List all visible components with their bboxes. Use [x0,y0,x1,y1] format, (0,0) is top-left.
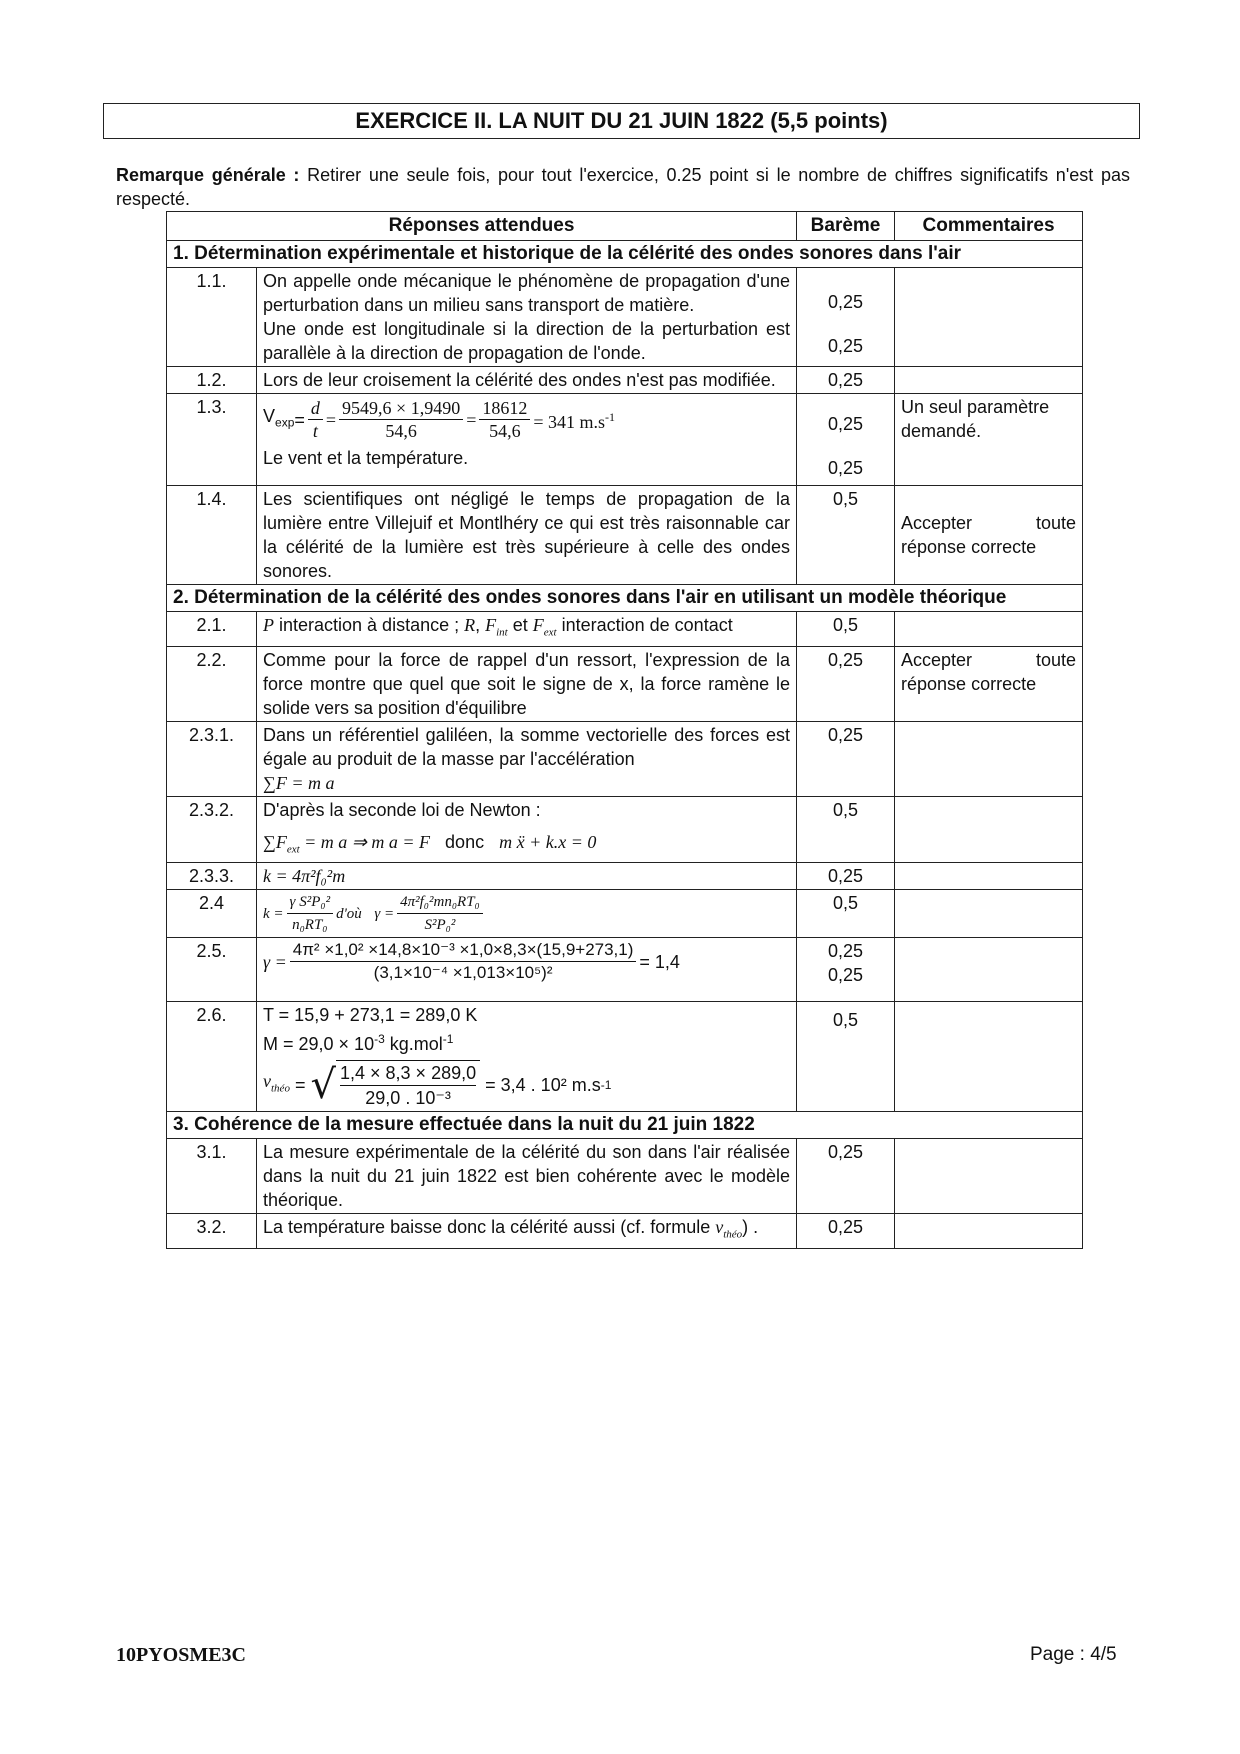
header-comments: Commentaires [895,212,1083,241]
points-value: 0,5 [797,796,895,863]
header-points: Barème [797,212,895,241]
question-number: 2.3.2. [167,796,257,863]
molar-mass-line: $M = 29,0 \times 10^{-3}$ kg.mol$^{-1}$ [263,1032,454,1055]
points-value: 0,25 [797,1214,895,1249]
newton-formula: ∑F = m a [263,772,335,793]
points-cell [797,268,895,367]
section-title-1: 1. Détermination expérimentale et historique de la célérité des ondes sonores dans l'air [167,241,1083,268]
points-value: 0,25 [797,367,895,394]
table-row [167,268,1083,367]
table-row [167,721,1083,796]
vexp-symbol: $V_{exp}$ [263,406,295,430]
marking-scheme-table [166,211,1083,1249]
points-cell [797,938,895,1002]
velocity-formula [263,397,790,442]
comment-cell [895,367,1083,394]
answer-text: Comme pour la force de rappel d'un ressort, l'expression de la force montre que quel que soit le signe de x, la force ramène le solide vers sa position d'équilibre [257,646,797,721]
answer-cell [257,938,797,1002]
answer-cell [257,796,797,863]
comment-cell [895,863,1083,890]
table-header-row [167,212,1083,241]
page-number: Page : 4/5 [1030,1644,1117,1665]
answer-text: Lors de leur croisement la célérité des ondes n'est pas modifiée. [257,367,797,394]
answer-text: La température baisse donc la célérité aussi (cf. formule [263,1217,716,1238]
square-root: √ 1,4 × 8,3 × 289,0 29,0 . 10⁻³ [311,1060,481,1110]
points-value: 0,25 [797,863,895,890]
v-theo-symbol: $v_{théo}$ [715,1217,743,1241]
answer-cell [257,1002,797,1112]
comment-cell [895,1139,1083,1214]
document-code: 10PYOSME3C [116,1644,246,1666]
section-row-1 [167,241,1083,268]
table-row [167,863,1083,890]
general-remark [116,163,1130,211]
question-number: 1.1. [167,268,257,367]
comment-cell [895,612,1083,647]
points-value: 0,25 [827,458,864,478]
table-row [167,796,1083,863]
exercise-title-box [103,103,1140,139]
question-number: 2.2. [167,646,257,721]
question-number: 2.6. [167,1002,257,1112]
k-formula: k = 4π²f₀²m [257,863,797,890]
points-value: 0,25 [827,965,864,986]
question-number: 2.3.1. [167,721,257,796]
section-title-3: 3. Cohérence de la mesure effectuée dans la nuit du 21 juin 1822 [167,1112,1083,1139]
points-value: 0,25 [827,336,864,356]
table-row [167,1214,1083,1249]
question-number: 3.2. [167,1214,257,1249]
answer-text: On appelle onde mécanique le phénomène de propagation d'une perturbation dans un milieu sans transport de matière. [263,271,791,315]
comment-cell [895,796,1083,863]
comment-cell [895,1214,1083,1249]
table-row [167,486,1083,585]
answer-text: D'après la seconde loi de Newton : [263,799,541,820]
temperature-line: T = 15,9 + 273,1 = 289,0 K [263,1005,478,1026]
question-number: 3.1. [167,1139,257,1214]
answer-cell: P interaction à distance ; R, $F_{int}$ et $F_{ext}$ interaction de contact [257,612,797,647]
vector-r: R [464,615,476,635]
vector-p: P [263,615,274,635]
points-cell [797,394,895,486]
answer-text: Dans un référentiel galiléen, la somme vectorielle des forces est égale au produit de la masse par l'accélération [263,724,791,769]
velocity-result: = 341 $m.s^{-1}$ [533,410,616,432]
points-value: 0,25 [797,721,895,796]
points-value: 0,5 [797,612,895,647]
table-row [167,394,1083,486]
comment-text: Accepter toute réponse correcte [895,486,1083,585]
points-value: 0,25 [827,414,864,434]
equals-sign: = [294,409,305,430]
gamma-formula: k = $\frac{\text{γ S²P₀²}}{\text{n₀RT₀}}$ d'où γ = $\frac{\text{4π²f₀²mn₀RT₀}}{\text{S²P₀²}}$ [263,891,790,936]
answer-cell [257,394,797,486]
vector-f-ext: $F_{ext}$ [532,615,557,639]
answer-text: et [507,615,533,635]
comment-cell [895,268,1083,367]
answer-cell [257,721,797,796]
remark-text: Retirer une seule fois, pour tout l'exercice, 0.25 point si le nombre de chiffres significatifs n'est pas respecté. [116,165,1130,209]
v-theo-formula: $v_{théo}$ = √ 1,4 × 8,3 × 289,0 29,0 . 10⁻³ = 3,4 . 10² m.s -1 [263,1062,612,1109]
comment-cell [895,1002,1083,1112]
gamma-computation: γ = $\frac{\text{4π² ×1,0² ×14,8×10⁻³ ×1,0×8,3×(15,9+273,1)}}{\text{(3,1×10⁻⁴ ×1,013×10⁵)²}}$ = 1,4 [263,940,680,983]
points-value: 0,25 [797,1139,895,1214]
table-row [167,938,1083,1002]
equals-sign: = [325,409,337,430]
comment-text: Accepter toute réponse correcte [895,646,1083,721]
fraction-result: $\frac{18612}{54,6}$ [479,397,530,442]
question-number: 2.1. [167,612,257,647]
newton-formula: $\sum F_{ext} = m$ a ⇒ m a = F donc m ẍ + k.x = 0 [263,831,597,856]
vector-f-int: $F_{int}$ [485,615,508,639]
comment-text: Un seul paramètre demandé. [895,394,1083,486]
points-value: 0,5 [797,486,895,585]
header-answers: Réponses attendues [167,212,797,241]
question-number: 1.3. [167,394,257,486]
answer-cell [257,268,797,367]
points-value: 0,25 [797,646,895,721]
answer-text: Le vent et la température. [263,448,469,468]
answer-cell [257,890,797,938]
table-row [167,890,1083,938]
answer-text: Les scientifiques ont négligé le temps de propagation de la lumière entre Villejuif et Montlhéry ce qui est très raisonnable car la célérité de la lumière est très supérieure à celle des ondes sonores. [257,486,797,585]
answer-text: La mesure expérimentale de la célérité du son dans l'air réalisée dans la nuit du 21 juin 1822 est bien cohérente avec le modèle théorique. [257,1139,797,1214]
equals-sign: = [466,409,477,430]
points-value: 0,25 [827,292,864,312]
question-number: 2.4 [167,890,257,938]
fraction-values: $\frac{9549,6 \times 1,9490}{54,6}$ [339,397,463,442]
remark-label: Remarque générale : [116,165,300,185]
exercise-title: EXERCICE II. LA NUIT DU 21 JUIN 1822 (5,5 points) [355,108,888,133]
table-row [167,1139,1083,1214]
table-row [167,367,1083,394]
question-number: 2.5. [167,938,257,1002]
table-row [167,646,1083,721]
section-title-2: 2. Détermination de la célérité des ondes sonores dans l'air en utilisant un modèle théorique [167,585,1083,612]
question-number: 1.4. [167,486,257,585]
section-row-2 [167,585,1083,612]
points-value: 0,5 [797,1002,895,1112]
question-number: 1.2. [167,367,257,394]
points-value: 0,25 [827,941,864,962]
answer-text: Une onde est longitudinale si la direction de la perturbation est parallèle à la direction de propagation de l'onde. [263,319,791,363]
answer-cell: La température baisse donc la célérité aussi (cf. formule $v_{théo}$) . [257,1214,797,1249]
question-number: 2.3.3. [167,863,257,890]
comment-cell [895,938,1083,1002]
answer-text: interaction de contact [556,615,733,635]
section-row-3 [167,1112,1083,1139]
table-row [167,1002,1083,1112]
comment-cell [895,890,1083,938]
fraction-d-over-t: $\frac{d}{t}$ [308,397,323,442]
answer-text: interaction à distance ; [274,615,465,635]
table-row [167,612,1083,647]
points-value: 0,5 [797,890,895,938]
comment-cell [895,721,1083,796]
